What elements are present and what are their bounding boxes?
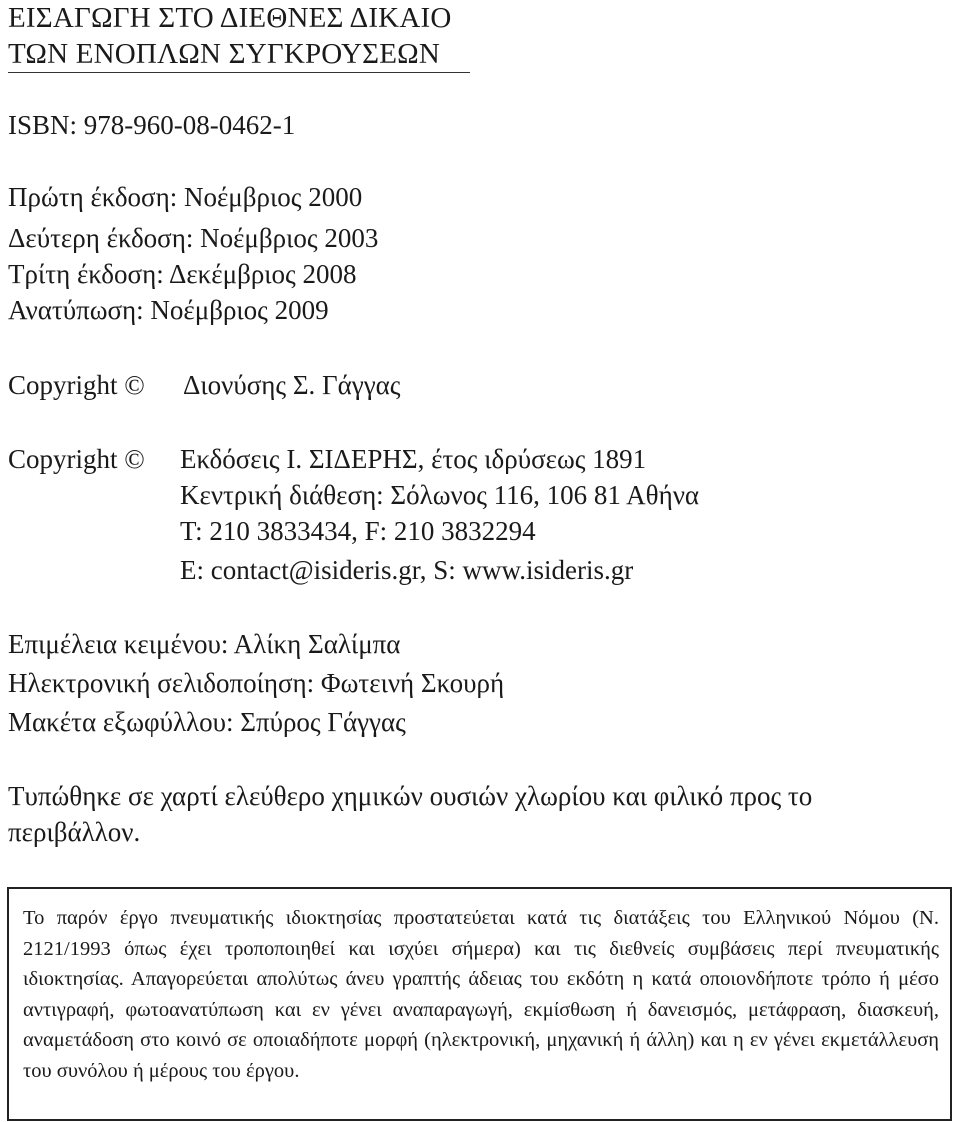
publisher-name: Εκδόσεις Ι. ΣΙΔΕΡΗΣ, έτος ιδρύσεως 1891 [180,444,647,474]
paper-note: Τυπώθηκε σε χαρτί ελεύθερο χημικών ουσιών χλωρίου και φιλικό προς το περιβάλλον. [8,781,813,847]
book-title [8,0,451,72]
credit-line: Ηλεκτρονική σελιδοποίηση: Φωτεινή Σκουρή [8,668,505,698]
isbn: ISBN: 978-960-08-0462-1 [8,110,296,140]
credit-line: Μακέτα εξωφύλλου: Σπύρος Γάγγας [8,707,406,737]
book-title-line-2: ΤΩΝ ΕΝΟΠΛΩΝ ΣΥΓΚΡΟΥΣΕΩΝ [8,38,441,70]
publisher-phone-fax: T: 210 3833434, F: 210 3832294 [180,516,536,546]
edition-line: Ανατύπωση: Νοέμβριος 2009 [8,295,329,325]
publisher-email-site: E: contact@isideris.gr, S: www.isideris.gr [180,555,634,585]
legal-notice-text: Το παρόν έργο πνευματικής ιδιοκτησίας προστατεύεται κατά τις διατάξεις του Ελληνικού Νόμου (Ν. 2121/1993 όπως έχει τροποποιηθεί και ισχύει σήμερα) και τις διεθνείς συμβάσεις περί πνευματικής ιδιοκτησίας. Απαγορεύεται απολύτως άνευ γραπτής άδειας του εκδότη η κατά οποιονδήποτε τρόπο ή μέσο αντιγραφή, φωτοανατύπωση και εν γένει αναπαραγωγή, εκμίσθωση ή δανεισμός, μετάφραση, διασκευή, αναμετάδοση στο κοινό σε οποιαδήποτε μορφή (ηλεκτρονική, μηχανική ή άλλη) και η εν γένει εκμετάλλευση του συνόλου ή μέρους του έργου. [23,907,939,1082]
copyright-author-name: Διονύσης Σ. Γάγγας [183,370,401,400]
title-underline [8,72,470,73]
credit-line: Επιμέλεια κειμένου: Αλίκη Σαλίμπα [8,629,401,659]
copyright-publisher-label: Copyright © [8,444,145,474]
edition-line: Τρίτη έκδοση: Δεκέμβριος 2008 [8,259,357,289]
book-title-line-1: ΕΙΣΑΓΩΓΗ ΣΤΟ ΔΙΕΘΝΕΣ ΔΙΚΑΙΟ [8,2,452,34]
legal-notice-box [7,887,952,1121]
publisher-address: Κεντρική διάθεση: Σόλωνος 116, 106 81 Αθήνα [180,480,700,510]
edition-line: Πρώτη έκδοση: Νοέμβριος 2000 [8,182,363,212]
copyright-author-label: Copyright © [8,370,145,400]
edition-line: Δεύτερη έκδοση: Νοέμβριος 2003 [8,223,379,253]
